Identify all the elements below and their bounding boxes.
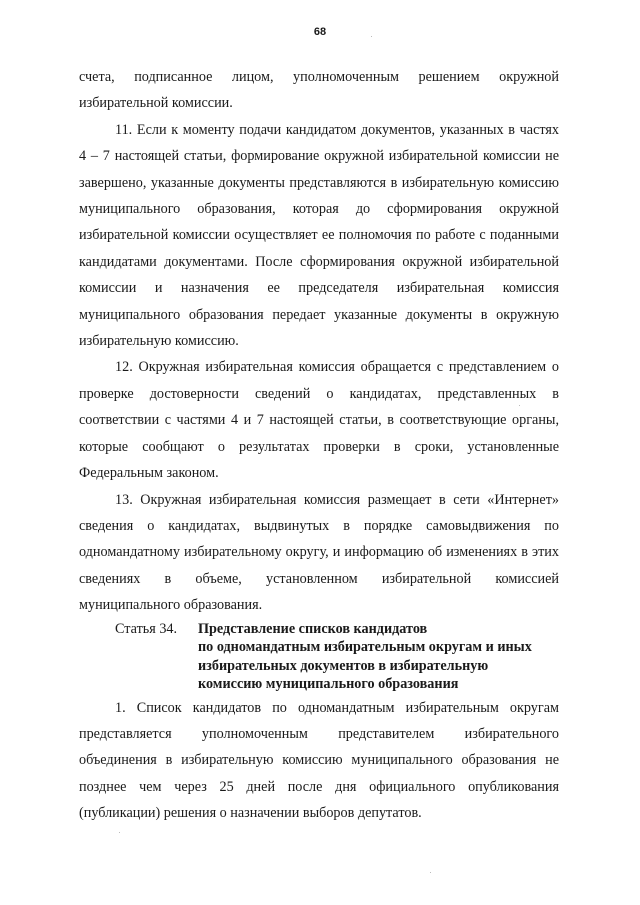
article-title-line: избирательных документов в избирательную: [198, 657, 489, 674]
page-number: 68: [313, 26, 327, 38]
article-title-line: Представление списков кандидатов: [198, 620, 428, 637]
article-title-line: по одномандатным избирательным округам и иных: [198, 639, 532, 656]
scan-speck: [371, 36, 372, 37]
article-heading: [115, 620, 559, 694]
scan-speck: [119, 832, 120, 833]
paragraph-13: 13. Окружная избирательная комиссия размещает в сети «Интернет» сведения о кандидатах, выдвинутых в порядке самовыдвижения по одномандатному избирательному округу, и информацию об изменениях в этих сведениях в объеме, установленном избирательной комиссией муниципального образования.: [79, 491, 559, 614]
paragraph-continuation: счета, подписанное лицом, уполномоченным решением окружной избирательной комиссии.: [79, 69, 559, 112]
article-title: [198, 620, 532, 694]
paragraph-11: 11. Если к моменту подачи кандидатом документов, указанных в частях 4 – 7 настоящей статьи, формирование окружной избирательной комиссии не завершено, указанные документы представляются в избирательную комиссию муниципального образования, которая до сформирования окружной избирательной комиссии осуществляет ее полномочия по работе с поданными кандидатами документами. После сформирования окружной избирательной комиссии и назначения ее председателя избирательная комиссия муниципального образования передает указанные документы в окружную избирательную комиссию.: [79, 121, 559, 350]
scan-speck: [519, 405, 520, 406]
article-number: Статья 34.: [115, 620, 178, 637]
paragraph-12: 12. Окружная избирательная комиссия обращается с представлением о проверке достоверности сведений о кандидатах, представленных в соответствии с частями 4 и 7 настоящей статьи, в соответствующие органы, которые сообщают о результатах проверки в сроки, установленные Федеральным законом.: [79, 359, 559, 482]
paragraph-34-1: 1. Список кандидатов по одномандатным избирательным округам представляется уполномоченным представителем избирательного объединения в избирательную комиссию муниципального образования не позднее чем через 25 дней после дня официального опубликования (публикации) решения о назначении выборов депутатов.: [79, 699, 559, 822]
scan-speck: [430, 872, 431, 873]
document-body: [79, 64, 559, 827]
article-title-line: комиссию муниципального образования: [198, 676, 459, 693]
